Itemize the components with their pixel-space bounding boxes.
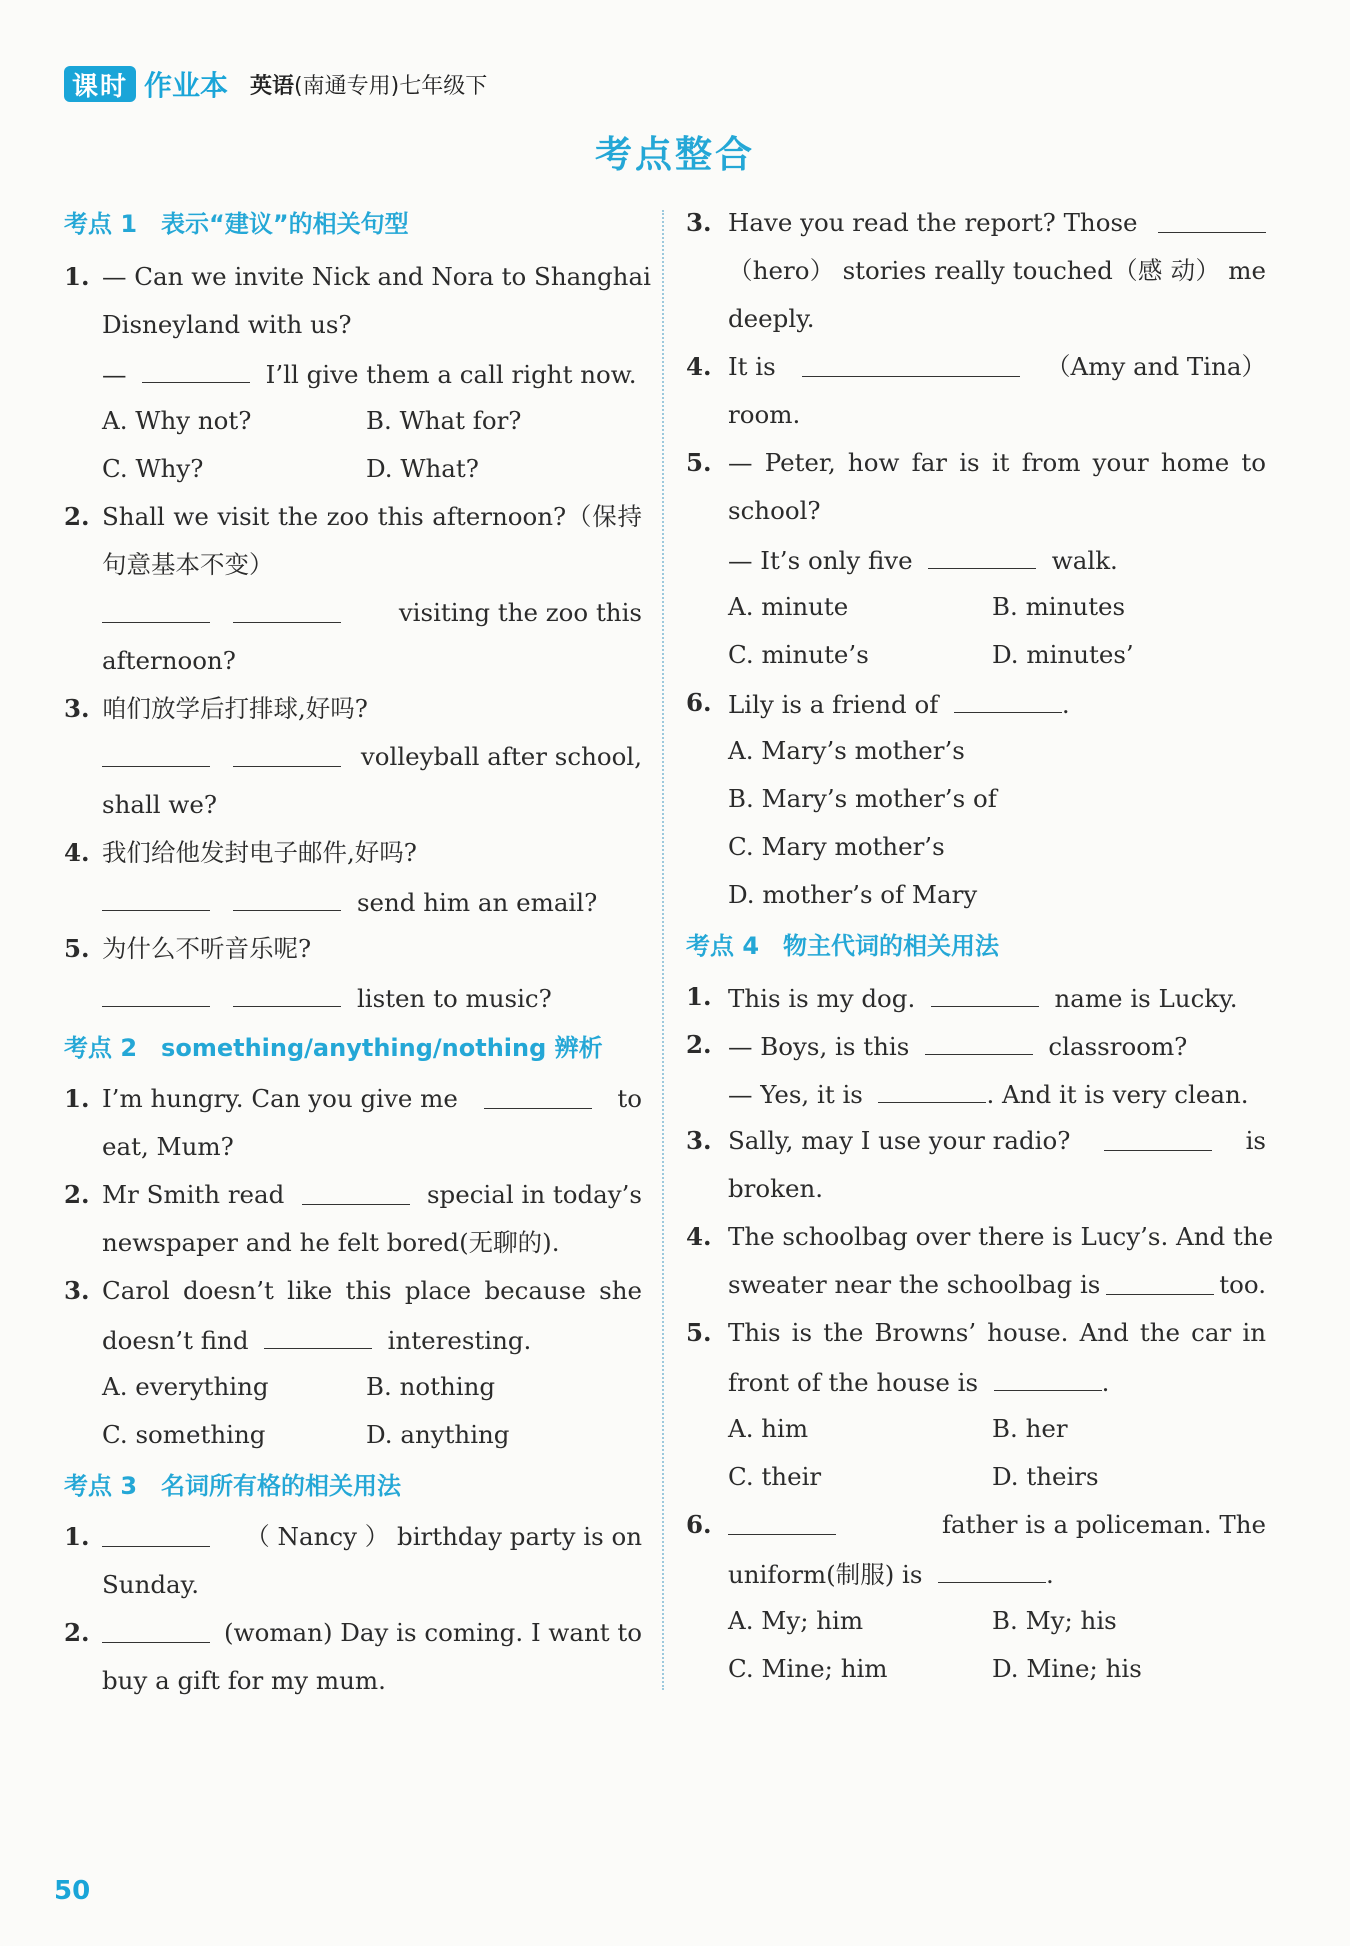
question-line: This is my dog. name is Lucky.: [728, 984, 1238, 1013]
question-line: （ Nancy ） birthday party is on: [102, 1522, 642, 1552]
option-d[interactable]: D. Mine; his: [992, 1654, 1142, 1683]
answer-blank[interactable]: [233, 598, 341, 623]
answer-blank[interactable]: [102, 1522, 210, 1547]
answer-blank[interactable]: [928, 544, 1036, 569]
answer-blank[interactable]: [1106, 1270, 1214, 1295]
option-d[interactable]: D. minutes’: [992, 640, 1134, 669]
answer-blank[interactable]: [925, 1030, 1033, 1055]
question-line: — Peter, how far is it from your home to: [728, 448, 1266, 477]
question-number: 6.: [686, 688, 712, 717]
question-line: Sunday.: [102, 1570, 200, 1599]
question-number: 3.: [686, 208, 712, 237]
question-line: sweater near the schoolbag is too.: [728, 1270, 1266, 1299]
page-title: 考点整合: [595, 133, 755, 176]
answer-blank[interactable]: [938, 1558, 1046, 1583]
question-line: broken.: [728, 1174, 824, 1203]
question-line: volleyball after school,: [102, 742, 642, 774]
question-line: Disneyland with us?: [102, 310, 352, 339]
option-d[interactable]: D. What?: [366, 454, 479, 483]
option-a[interactable]: A. My; him: [728, 1606, 864, 1635]
answer-blank[interactable]: [878, 1078, 986, 1103]
question-number: 4.: [686, 352, 712, 381]
question-line: front of the house is .: [728, 1368, 1110, 1397]
option-a[interactable]: A. Mary’s mother’s: [728, 736, 965, 765]
brand-header: [64, 64, 487, 104]
option-a[interactable]: A. him: [728, 1414, 809, 1443]
question-number: 6.: [686, 1510, 712, 1539]
option-a[interactable]: A. everything: [102, 1372, 269, 1401]
option-d[interactable]: D. anything: [366, 1420, 510, 1449]
option-b[interactable]: B. Mary’s mother’s of: [728, 784, 997, 813]
question-number: 5.: [64, 934, 90, 963]
question-line: 我们给他发封电子邮件,好吗?: [102, 838, 417, 867]
question-line: — Can we invite Nick and Nora to Shanghai: [102, 262, 651, 291]
section-heading-3: 考点 3 名词所有格的相关用法: [64, 1472, 402, 1500]
question-line: father is a policeman. The: [728, 1510, 1266, 1540]
option-b[interactable]: B. My; his: [992, 1606, 1117, 1635]
question-number: 3.: [64, 694, 90, 723]
option-c[interactable]: C. something: [102, 1420, 266, 1449]
answer-blank[interactable]: [264, 1324, 372, 1349]
answer-blank[interactable]: [302, 1180, 410, 1205]
page-number: 50: [54, 1876, 91, 1906]
question-line: school?: [728, 496, 821, 525]
answer-blank[interactable]: [1104, 1126, 1212, 1151]
question-number: 2.: [64, 502, 90, 531]
answer-blank[interactable]: [233, 742, 341, 767]
answer-blank[interactable]: [102, 982, 210, 1007]
answer-blank[interactable]: [954, 688, 1062, 713]
question-number: 1.: [64, 1522, 90, 1551]
option-c[interactable]: C. Why?: [102, 454, 204, 483]
answer-blank[interactable]: [802, 352, 1020, 377]
answer-blank[interactable]: [728, 1510, 836, 1535]
option-d[interactable]: D. theirs: [992, 1462, 1099, 1491]
question-number: 5.: [686, 448, 712, 477]
option-d[interactable]: D. mother’s of Mary: [728, 880, 978, 909]
option-b[interactable]: B. What for?: [366, 406, 522, 435]
answer-blank[interactable]: [233, 886, 341, 911]
answer-blank[interactable]: [142, 358, 250, 383]
question-line: newspaper and he felt bored(无聊的).: [102, 1228, 560, 1257]
answer-blank[interactable]: [102, 886, 210, 911]
option-b[interactable]: B. minutes: [992, 592, 1126, 621]
answer-blank[interactable]: [102, 598, 210, 623]
question-line: — It’s only five walk.: [728, 546, 1118, 575]
question-line: listen to music?: [102, 982, 552, 1014]
answer-blank[interactable]: [102, 742, 210, 767]
question-number: 3.: [686, 1126, 712, 1155]
option-c[interactable]: C. Mine; him: [728, 1654, 888, 1683]
option-a[interactable]: A. minute: [728, 592, 849, 621]
question-line: This is the Browns’ house. And the car in: [728, 1318, 1266, 1347]
question-line: 为什么不听音乐呢?: [102, 934, 312, 963]
question-line: buy a gift for my mum.: [102, 1666, 386, 1695]
question-number: 1.: [64, 262, 90, 291]
question-line: — Yes, it is . And it is very clean.: [728, 1080, 1249, 1109]
answer-blank[interactable]: [102, 1618, 210, 1643]
question-line: It is （Amy and Tina）: [728, 352, 1266, 381]
subject-label: 英语(南通专用)七年级下: [250, 73, 488, 99]
question-line: The schoolbag over there is Lucy’s. And the: [728, 1222, 1274, 1251]
question-number: 1.: [686, 982, 712, 1011]
question-line: send him an email?: [102, 886, 597, 918]
question-number: 3.: [64, 1276, 90, 1305]
question-line: — Boys, is this classroom?: [728, 1032, 1188, 1061]
option-b[interactable]: B. nothing: [366, 1372, 496, 1401]
question-line: Mr Smith read special in today’s: [102, 1180, 642, 1209]
option-c[interactable]: C. Mary mother’s: [728, 832, 945, 861]
question-line: uniform(制服) is .: [728, 1560, 1054, 1589]
question-number: 2.: [686, 1030, 712, 1059]
option-c[interactable]: C. their: [728, 1462, 822, 1491]
question-line: 句意基本不变）: [102, 550, 274, 579]
question-line: afternoon?: [102, 646, 236, 675]
question-line: （hero） stories really touched（感 动） me: [728, 256, 1266, 285]
question-number: 4.: [686, 1222, 712, 1251]
answer-blank[interactable]: [233, 982, 341, 1007]
question-line: Shall we visit the zoo this afternoon?（保持: [102, 502, 642, 531]
question-line: room.: [728, 400, 801, 429]
question-line: doesn’t find interesting.: [102, 1326, 532, 1355]
question-line: Carol doesn’t like this place because she: [102, 1276, 642, 1305]
option-a[interactable]: A. Why not?: [102, 406, 252, 435]
question-number: 2.: [64, 1180, 90, 1209]
question-line: Lily is a friend of .: [728, 690, 1070, 719]
section-heading-2: 考点 2 something/anything/nothing 辨析: [64, 1034, 603, 1062]
brand-logo: 课时: [64, 66, 136, 102]
question-line: eat, Mum?: [102, 1132, 234, 1161]
column-divider: [662, 210, 664, 1690]
question-line: Sally, may I use your radio? is: [728, 1126, 1266, 1155]
option-b[interactable]: B. her: [992, 1414, 1068, 1443]
question-number: 2.: [64, 1618, 90, 1647]
answer-blank[interactable]: [994, 1366, 1102, 1391]
question-line: I’m hungry. Can you give me to: [102, 1084, 642, 1113]
answer-blank[interactable]: [931, 982, 1039, 1007]
question-number: 1.: [64, 1084, 90, 1113]
answer-blank[interactable]: [484, 1084, 592, 1109]
question-line: visiting the zoo this: [102, 598, 642, 630]
section-heading-4: 考点 4 物主代词的相关用法: [686, 932, 1000, 960]
question-number: 4.: [64, 838, 90, 867]
question-line: (woman) Day is coming. I want to: [102, 1618, 642, 1648]
brand-name: 作业本: [144, 69, 229, 102]
question-line: 咱们放学后打排球,好吗?: [102, 694, 368, 723]
option-c[interactable]: C. minute’s: [728, 640, 869, 669]
question-line: shall we?: [102, 790, 218, 819]
question-line: deeply.: [728, 304, 815, 333]
question-line: — I’ll give them a call right now.: [102, 360, 637, 389]
answer-blank[interactable]: [1158, 208, 1266, 233]
question-line: Have you read the report? Those: [728, 208, 1266, 238]
question-number: 5.: [686, 1318, 712, 1347]
section-heading-1: 考点 1 表示“建议”的相关句型: [64, 210, 409, 238]
